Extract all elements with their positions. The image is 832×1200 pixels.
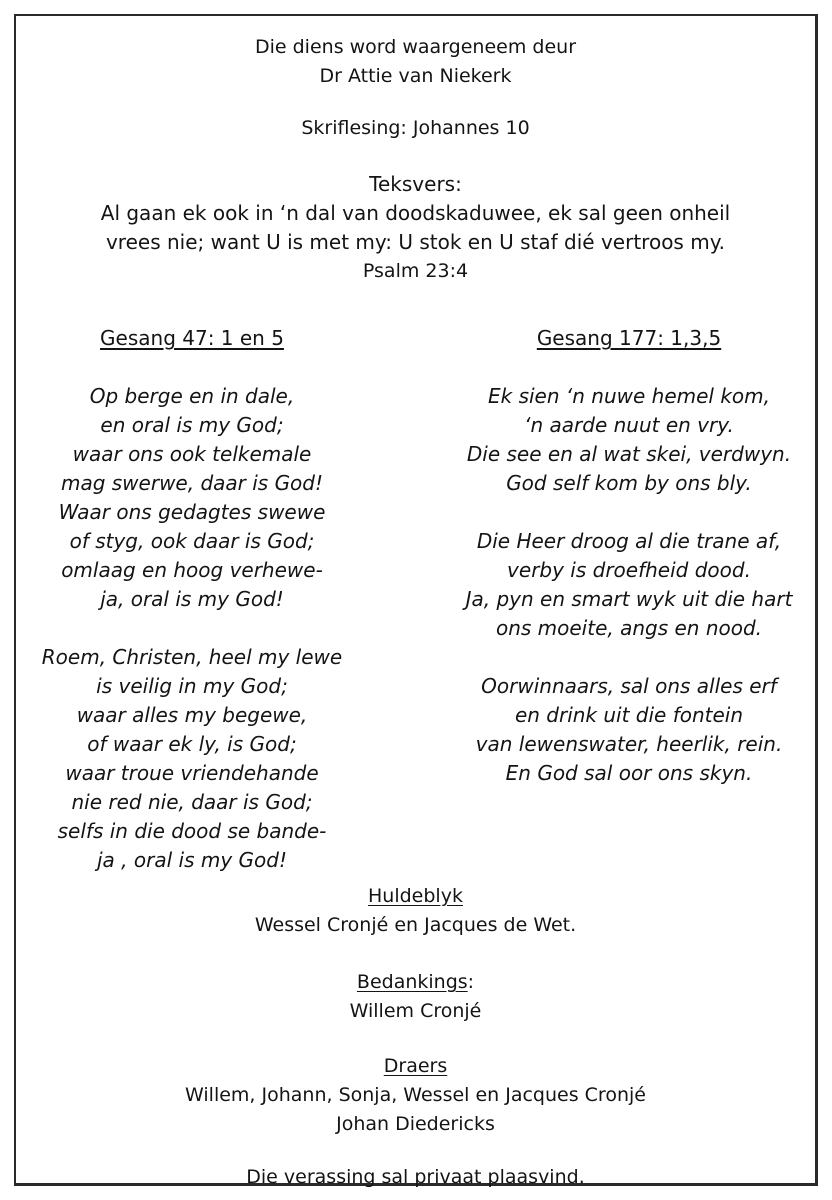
hymn-right-title: Gesang 177: 1,3,5 (536, 326, 722, 350)
thanks-section (16, 968, 815, 1026)
hymn-right-column (444, 324, 814, 817)
text-verse-heading: Teksvers: (369, 172, 462, 196)
hymn-right-verse-2 (444, 527, 814, 643)
hymn-left-column (16, 324, 368, 904)
verse-line: waar alles my begewe, (76, 703, 308, 727)
hymn-left-verse-1 (16, 382, 368, 614)
officiant-section (16, 33, 815, 91)
verse-line: Die see en al wat skei, verdwyn. (466, 442, 792, 466)
verse-line: Ja, pyn en smart wyk uit die hart (465, 587, 793, 611)
verse-line: En God sal oor ons skyn. (505, 761, 753, 785)
verse-line: is veilig in my God; (96, 674, 288, 698)
verse-line: Oorwinnaars, sal ons alles erf (481, 674, 777, 698)
closing-note-text: Die verassing sal privaat plaasvind. (246, 1166, 585, 1188)
hymn-left-verse-2 (16, 643, 368, 875)
scripture-reading-text: Skriflesing: Johannes 10 (301, 117, 530, 139)
closing-note (16, 1163, 815, 1192)
thanks-heading-line (16, 968, 815, 997)
verse-line: Die Heer droog al die trane af, (476, 529, 782, 553)
verse-line: of styg, ook daar is God; (69, 529, 315, 553)
thanks-heading: Bedankings (356, 971, 468, 993)
verse-line: ‘n aarde nuut en vry. (524, 413, 734, 437)
verse-line: waar troue vriendehande (65, 761, 319, 785)
verse-line: ja , oral is my God! (97, 848, 287, 872)
officiant-line-1: Die diens word waargeneem deur (254, 36, 576, 58)
verse-line: omlaag en hoog verhewe- (61, 558, 323, 582)
text-verse-line-1: Al gaan ek ook in ‘n dal van doodskaduwee, ek sal geen onheil (100, 201, 731, 225)
tribute-names: Wessel Cronjé en Jacques de Wet. (254, 914, 577, 936)
hymn-left-title: Gesang 47: 1 en 5 (100, 326, 284, 350)
bearers-line-1: Willem, Johann, Sonja, Wessel en Jacques Cronjé (185, 1084, 646, 1106)
bearers-heading: Draers (383, 1055, 448, 1077)
hymn-right-verse-1 (444, 382, 814, 498)
officiant-name: Dr Attie van Niekerk (319, 65, 512, 87)
bearers-section (16, 1052, 815, 1139)
verse-line: mag swerwe, daar is God! (60, 471, 324, 495)
verse-line: verby is droefheid dood. (507, 558, 751, 582)
bearers-line-2: Johan Diedericks (336, 1113, 495, 1135)
tribute-section (16, 882, 815, 940)
verse-line: God self kom by ons bly. (506, 471, 752, 495)
verse-line: Ek sien ‘n nuwe hemel kom, (488, 384, 770, 408)
text-verse-line-2: vrees nie; want U is met my: U stok en U staf dié vertroos my. (105, 230, 726, 254)
text-verse-section (16, 170, 815, 286)
text-verse-reference: Psalm 23:4 (362, 260, 469, 282)
hymn-right-verse-3 (444, 672, 814, 788)
verse-line: Op berge en in dale, (89, 384, 295, 408)
tribute-heading: Huldeblyk (368, 885, 463, 907)
verse-line: ons moeite, angs en nood. (495, 616, 763, 640)
verse-line: of waar ek ly, is God; (87, 732, 297, 756)
verse-line: waar ons ook telkemale (72, 442, 312, 466)
verse-line: van lewenswater, heerlik, rein. (475, 732, 783, 756)
scripture-reading (16, 114, 815, 143)
thanks-name: Willem Cronjé (349, 1000, 482, 1022)
verse-line: Waar ons gedagtes swewe (58, 500, 326, 524)
verse-line: ja, oral is my God! (100, 587, 284, 611)
funeral-program-page (14, 14, 818, 1186)
verse-line: en drink uit die fontein (514, 703, 744, 727)
verse-line: selfs in die dood se bande- (57, 819, 327, 843)
thanks-colon: : (467, 971, 475, 993)
verse-line: en oral is my God; (100, 413, 284, 437)
verse-line: Roem, Christen, heel my lewe (41, 645, 343, 669)
verse-line: nie red nie, daar is God; (71, 790, 313, 814)
